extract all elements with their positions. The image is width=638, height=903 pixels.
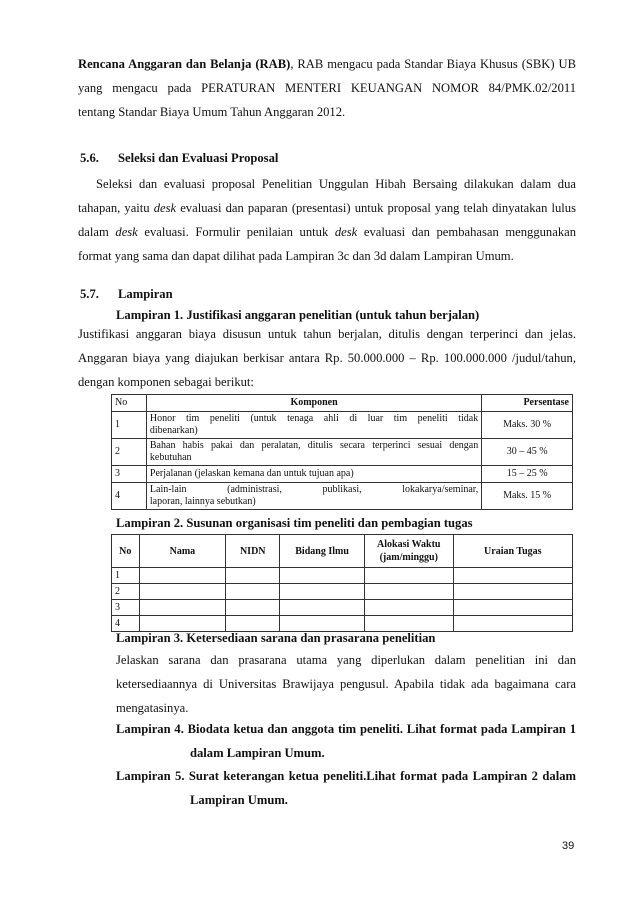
section-5-7-title: Lampiran [118, 287, 173, 301]
lampiran-1-title: Lampiran 1. Justifikasi anggaran penelitian (untuk tahun berjalan) [116, 308, 480, 322]
s57-line-2: Anggaran biaya yang diajukan berkisar antara Rp. 50.000.000 – Rp. 100.000.000 /judul/tahun, [78, 351, 576, 365]
rab-term: Rencana Anggaran dan Belanja (RAB) [78, 57, 291, 71]
table-row: 4 Lain-lain (administrasi, publikasi, lokakarya/seminar, laporan, lainnya sebutkan) Maks. 15 % [112, 483, 573, 510]
s56-line-1: Seleksi dan evaluasi proposal Penelitian Unggulan Hibah Bersaing dilakukan dalam dua [96, 177, 576, 191]
section-5-6-title: Seleksi dan Evaluasi Proposal [118, 151, 279, 165]
header-no: No [112, 395, 147, 412]
table-row: 1 [112, 568, 573, 584]
header-persentase: Persentase [482, 395, 573, 412]
s56-line-4: format yang sama dan dapat dilihat pada Lampiran 3c dan 3d dalam Lampiran Umum. [78, 249, 514, 263]
table-row: 4 [112, 616, 573, 632]
s56-line-3: dalam desk evaluasi. Formulir penilaian untuk desk evaluasi dan pembahasan menggunakan [78, 225, 576, 239]
table-row: 1 Honor tim peneliti (untuk tenaga ahli di luar tim peneliti tidak dibenarkan) Maks. 30 % [112, 412, 573, 439]
intro-line-3: tentang Standar Biaya Umum Tahun Anggaran 2012. [78, 105, 346, 119]
section-5-7-number: 5.7. [80, 287, 99, 301]
section-5-6-number: 5.6. [80, 151, 99, 165]
s57-line-1: Justifikasi anggaran biaya disusun untuk tahun berjalan, ditulis dengan terperinci dan jelas. [78, 327, 576, 341]
budget-table [111, 394, 573, 510]
intro-paragraph: Rencana Anggaran dan Belanja (RAB), RAB mengacu pada Standar Biaya Khusus (SBK) UB yang mengacu pada PERATURAN MENTERI KEUANGAN NOMOR 84/PMK.02/2011 tentang Standar Biaya Umum Tahun Anggaran 2012. [78, 52, 576, 124]
table-header-row: No Nama NIDN Bidang Ilmu Alokasi Waktu (jam/minggu) Uraian Tugas [112, 535, 573, 568]
lampiran-4-paragraph: Lampiran 4. Biodata ketua dan anggota tim peneliti. Lihat format pada Lampiran 1 dalam Lampiran Umum. [116, 722, 576, 760]
lampiran-3-title: Lampiran 3. Ketersediaan sarana dan prasarana penelitian [116, 631, 436, 645]
table-row: 3 Perjalanan (jelaskan kemana dan untuk tujuan apa) 15 – 25 % [112, 466, 573, 483]
lampiran-2-title: Lampiran 2. Susunan organisasi tim peneliti dan pembagian tugas [116, 516, 473, 530]
lampiran-5-paragraph: Lampiran 5. Surat keterangan ketua peneliti.Lihat format pada Lampiran 2 dalam Lampiran Umum. [116, 769, 576, 807]
table-row: 2 [112, 584, 573, 600]
page-number: 39 [562, 840, 575, 852]
table-row: 3 [112, 600, 573, 616]
header-komponen: Komponen [146, 395, 481, 412]
s56-line-2: tahapan, yaitu desk evaluasi dan paparan (presentasi) untuk proposal yang telah dinyatakan lulus [78, 201, 576, 215]
team-table [111, 534, 573, 632]
table-row: 2 Bahan habis pakai dan peralatan, ditulis secara terperinci sesuai dengan kebutuhan 30 – 45 % [112, 439, 573, 466]
table-header-row [112, 395, 573, 412]
section-5-6-paragraph [78, 172, 576, 268]
section-5-7-paragraph [78, 322, 576, 394]
intro-line-2: yang mengacu pada PERATURAN MENTERI KEUANGAN NOMOR 84/PMK.02/2011 [78, 81, 576, 95]
s57-line-3: dengan komponen sebagai berikut: [78, 375, 254, 389]
lampiran-3-paragraph: Jelaskan sarana dan prasarana utama yang diperlukan dalam penelitian ini dan ketersediaannya di Universitas Brawijaya pengusul. Apabila tidak ada bagaimana cara mengatasinya. [116, 653, 576, 715]
